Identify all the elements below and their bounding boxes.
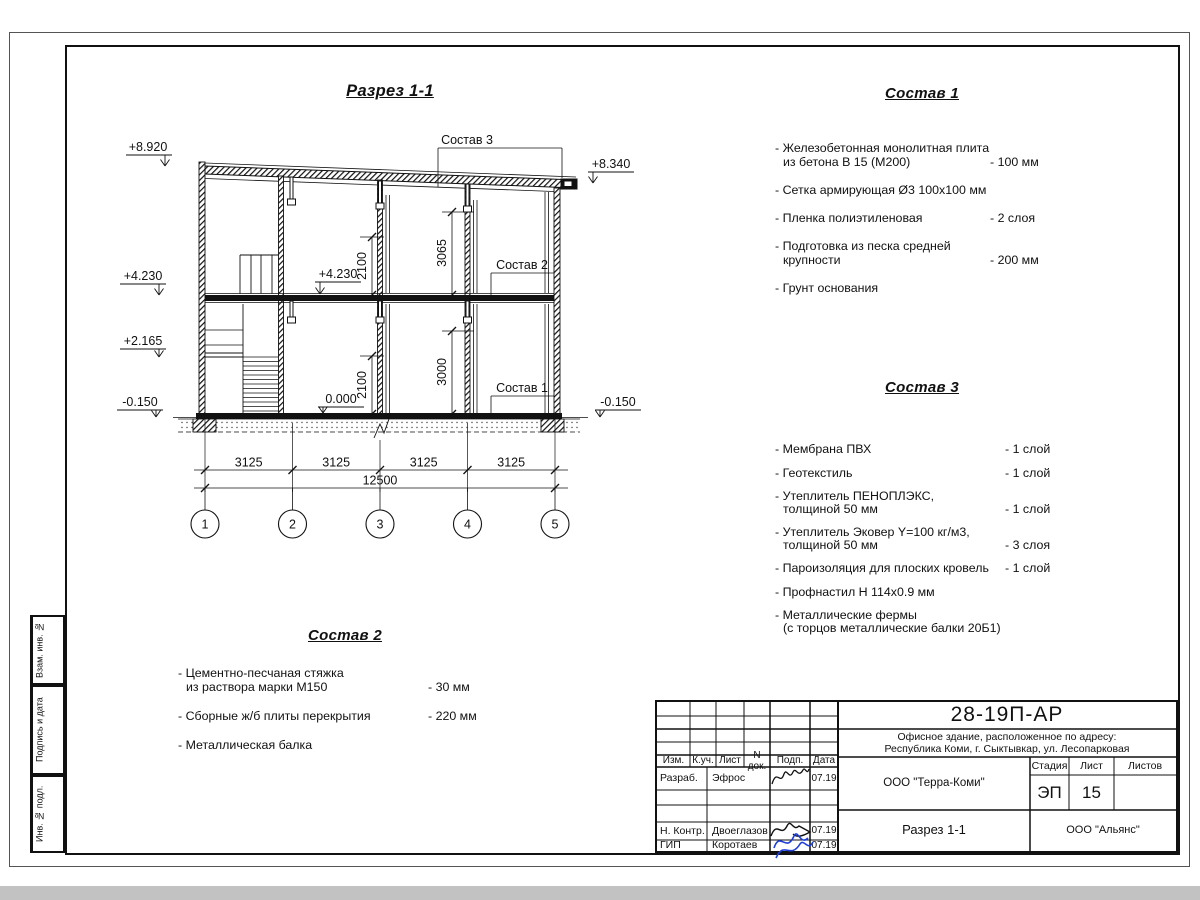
ground-slab [173, 413, 588, 438]
list-item [775, 141, 1115, 169]
list-item [775, 490, 1115, 515]
sostav2-list [178, 666, 518, 767]
stage-label: Стадия [1031, 759, 1068, 772]
sheet-label: Лист [1080, 759, 1103, 772]
item-value: - 3 слоя [1005, 537, 1051, 552]
col-list: Лист [719, 755, 741, 767]
item-text: - Металлические фермы [775, 608, 917, 622]
item-text: - Геотекстиль [775, 465, 853, 480]
row-date: 07.19 [811, 839, 837, 851]
row-date: 07.19 [811, 772, 837, 784]
stage-value: ЭП [1037, 782, 1062, 802]
dim-2100-upper: 2100 [355, 252, 369, 280]
item-text: - Грунт основания [775, 281, 879, 295]
list-item [775, 443, 1115, 456]
col-kuch: К.уч. [692, 755, 714, 767]
row-date: 07.19 [811, 825, 837, 837]
roof [205, 163, 577, 192]
design-org: ООО "Терра-Коми" [883, 776, 985, 789]
item-text: - Сборные ж/б плиты перекрытия [178, 709, 371, 723]
item-value: - 200 мм [990, 253, 1039, 267]
sostav2-title: Состав 2 [308, 627, 382, 644]
item-text: - Цементно-песчаная стяжка [178, 666, 344, 680]
elevation-4230-left: +4.230 [123, 269, 163, 283]
stamp-label: Подпись и дата [32, 687, 46, 773]
dim-bay-2: 3125 [322, 455, 351, 470]
list-item [775, 183, 1115, 197]
item-value: - 30 мм [428, 680, 470, 694]
elevation-m0150-right: -0.150 [600, 395, 636, 409]
axis-bubble-2: 2 [289, 517, 296, 532]
dim-bay-1: 3125 [234, 455, 263, 470]
list-item [775, 586, 1115, 599]
item-text2: толщиной 50 мм [783, 537, 878, 552]
stamp-box-podpis [30, 685, 65, 775]
item-text2: (с торцов металлические балки 20Б1) [783, 620, 1001, 635]
list-item [775, 609, 1115, 634]
sheets-value [1114, 775, 1176, 810]
item-text: - Утеплитель ПЕНОПЛЭКС, [775, 489, 935, 503]
list-item [775, 562, 1115, 575]
item-value: - 1 слой [1005, 561, 1051, 575]
list-item [775, 526, 1115, 551]
elevation-2165: +2.165 [123, 334, 163, 348]
item-text: - Пленка полиэтиленовая [775, 211, 923, 225]
row-name: Коротаев [712, 839, 758, 852]
row-role: Н. Контр. [660, 824, 705, 837]
col-ndok: N док. [747, 749, 767, 772]
item-text: - Пароизоляция для плоских кровель [775, 561, 989, 575]
col-podp: Подп. [776, 755, 804, 767]
staircase [205, 255, 279, 413]
item-value: - 2 слоя [990, 211, 1036, 225]
dim-2100-lower: 2100 [355, 371, 369, 399]
col-data: Дата [812, 755, 836, 767]
axis-bubble-4: 4 [464, 517, 471, 532]
item-text: - Профнастил Н 114х0.9 мм [775, 584, 935, 599]
item-text2: толщиной 50 мм [783, 501, 878, 516]
sostav1-title: Состав 1 [885, 85, 959, 102]
item-value: - 220 мм [428, 709, 477, 723]
item-text: - Сетка армирующая Ø3 100х100 мм [775, 183, 987, 197]
stamp-box-vzam [30, 615, 65, 685]
list-item [775, 239, 1115, 267]
item-text: - Подготовка из песка средней [775, 239, 951, 253]
dim-3000: 3000 [435, 358, 449, 386]
item-text2: из раствора марки М150 [186, 680, 328, 694]
sheet-title: Разрез 1-1 [902, 822, 966, 838]
item-text2: крупности [783, 253, 841, 267]
title-block [655, 700, 1178, 853]
item-value: - 1 слой [1005, 442, 1051, 456]
list-item [775, 281, 1115, 295]
col-izm: Изм. [662, 755, 685, 767]
leader-label-sostav1: Состав 1 [496, 381, 548, 395]
list-item [178, 666, 518, 694]
row-name: Двоеглазов [712, 824, 768, 837]
stamp-label: Инв. № подл. [32, 777, 46, 851]
signature-razrab [770, 762, 810, 790]
item-value: - 1 слой [1005, 465, 1051, 480]
item-value: - 100 мм [990, 155, 1039, 169]
sostav1-list [775, 141, 1115, 309]
dim-total: 12500 [362, 473, 398, 488]
elevation-m0150-left: -0.150 [122, 395, 158, 409]
project-address-line2: Республика Коми, г. Сыктывкар, ул. Лесопарковая [884, 742, 1130, 755]
row-role: Разраб. [660, 772, 698, 785]
row-name: Эфрос [712, 772, 746, 785]
item-value: - 1 слой [1005, 501, 1051, 516]
stamp-box-inv [30, 775, 65, 853]
sheets-label: Листов [1127, 759, 1163, 772]
item-text: - Железобетонная монолитная плита [775, 141, 990, 155]
elevation-4230-inner: +4.230 [318, 267, 358, 281]
contractor-org: ООО "Альянс" [1066, 824, 1140, 837]
sostav3-title: Состав 3 [885, 379, 959, 396]
stamp-label: Взам. инв. № [32, 617, 46, 683]
sostav3-list [775, 443, 1115, 645]
item-text: - Металлическая балка [178, 738, 313, 752]
leader-label-sostav2: Состав 2 [496, 258, 548, 272]
signature-gip [770, 828, 816, 862]
elevation-8340: +8.340 [591, 157, 631, 171]
dim-bay-4: 3125 [497, 455, 526, 470]
leader-label-sostav3: Состав 3 [441, 133, 493, 147]
section-title: Разрез 1-1 [346, 82, 434, 100]
axis-bubble-3: 3 [376, 517, 384, 532]
item-text: - Мембрана ПВХ [775, 442, 872, 456]
list-item [775, 467, 1115, 480]
item-text: - Утеплитель Эковер Y=100 кг/м3, [775, 525, 970, 539]
list-item [775, 211, 1115, 225]
sheet-value: 15 [1082, 782, 1101, 802]
document-code: 28-19П-АР [950, 703, 1064, 727]
axis-bubble-5: 5 [551, 517, 559, 532]
row-role: ГИП [660, 839, 681, 852]
elevation-0000: 0.000 [325, 392, 357, 406]
dim-3065: 3065 [435, 239, 449, 267]
list-item [178, 738, 518, 752]
dim-bay-3: 3125 [409, 455, 438, 470]
elevation-8920: +8.920 [128, 140, 168, 154]
project-address-line1: Офисное здание, расположенное по адресу: [897, 730, 1117, 743]
list-item [178, 709, 518, 723]
item-text2: из бетона В 15 (М200) [783, 155, 911, 169]
axis-bubble-1: 1 [201, 517, 209, 532]
